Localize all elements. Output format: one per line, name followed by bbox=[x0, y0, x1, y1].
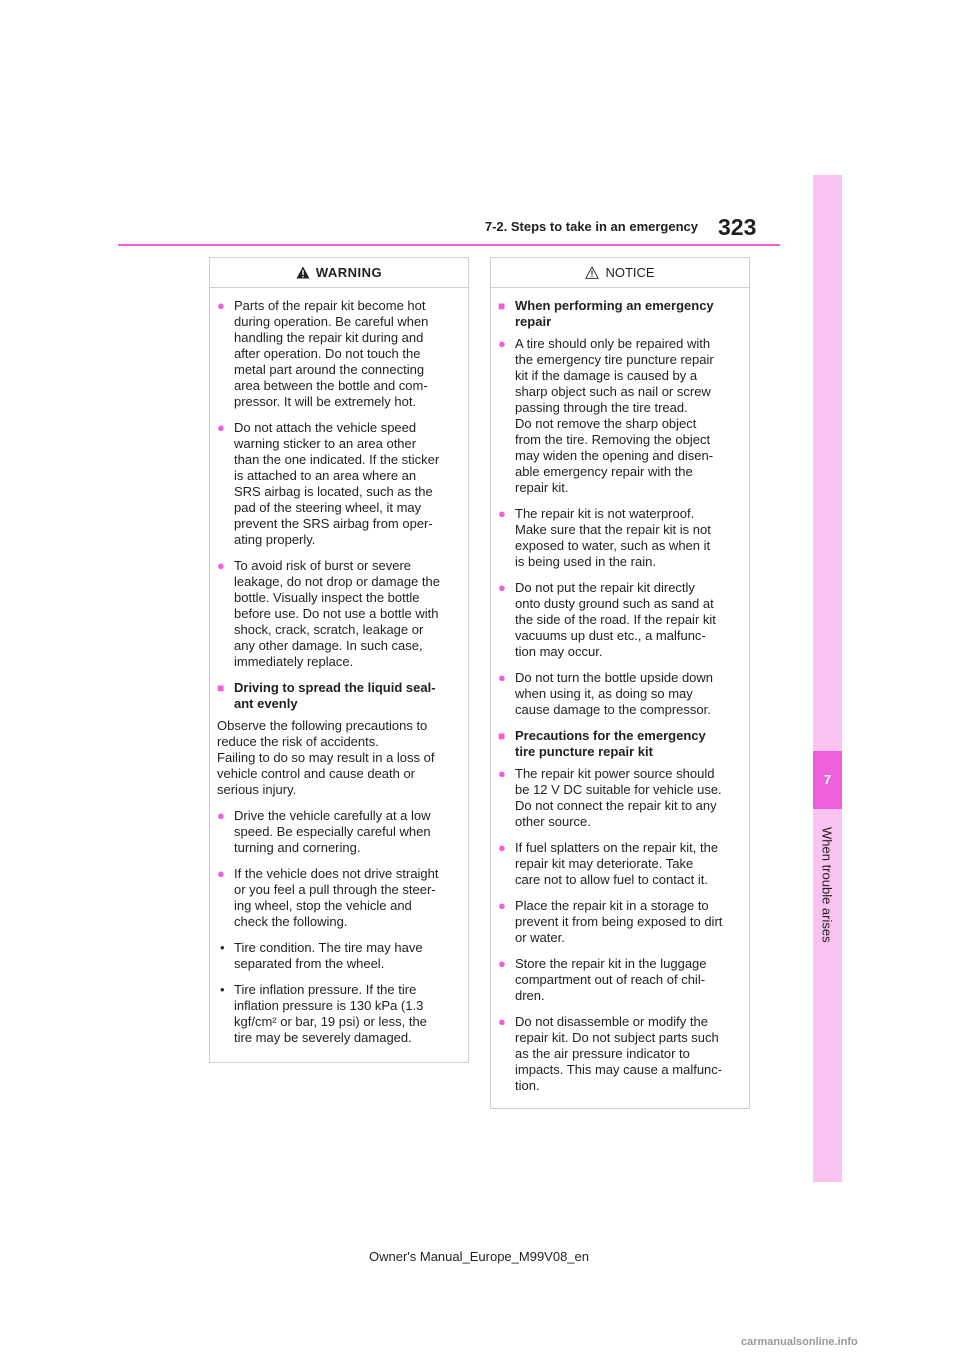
list-item-text: Do not attach the vehicle speed warning sticker to an area other than the one indicated. If the sticker is attached to an area where an SRS airbag is located, such as the pad of the steering wheel, it may prevent the SRS airbag from oper- ating properly. bbox=[234, 420, 440, 547]
circle-bullet-icon: ● bbox=[217, 420, 225, 435]
list-item-text: The repair kit power source should be 12 V DC suitable for vehicle use. Do not connect the repair kit to any other source. bbox=[515, 766, 722, 829]
circle-bullet-icon: ● bbox=[217, 558, 225, 573]
list-item-text: The repair kit is not waterproof. Make sure that the repair kit is not exposed to water, such as when it is being used in the rain. bbox=[515, 506, 711, 569]
subheading bbox=[217, 680, 458, 712]
notice-header bbox=[491, 258, 749, 288]
list-item bbox=[217, 420, 458, 548]
watermark: carmanualsonline.info bbox=[741, 1336, 858, 1348]
list-item bbox=[498, 956, 739, 1004]
circle-bullet-icon: ● bbox=[217, 866, 225, 881]
circle-bullet-icon: ● bbox=[498, 336, 506, 351]
chapter-side-tab[interactable] bbox=[813, 175, 842, 1182]
warning-body bbox=[210, 288, 468, 1046]
warning-triangle-outline-icon bbox=[585, 266, 599, 279]
header-rule bbox=[118, 244, 780, 246]
subheading bbox=[498, 728, 739, 760]
circle-bullet-icon: ● bbox=[498, 1014, 506, 1029]
dot-bullet-icon: • bbox=[220, 982, 225, 997]
subheading-text: Driving to spread the liquid seal- ant evenly bbox=[234, 680, 436, 711]
notice-body bbox=[491, 288, 749, 1094]
notice-box bbox=[490, 257, 750, 1109]
paragraph: Observe the following precautions to reduce the risk of accidents. Failing to do so may result in a loss of vehicle control and cause death or serious injury. bbox=[217, 718, 435, 797]
list-item bbox=[217, 558, 458, 670]
subheading bbox=[498, 298, 739, 330]
list-item bbox=[217, 298, 458, 410]
circle-bullet-icon: ● bbox=[498, 840, 506, 855]
chapter-number: 7 bbox=[823, 772, 832, 787]
sub-list-item-text: Tire inflation pressure. If the tire inflation pressure is 130 kPa (1.3 kgf/cm² or bar, 19 psi) or less, the tire may be severely damaged. bbox=[234, 982, 427, 1045]
circle-bullet-icon: ● bbox=[498, 506, 506, 521]
list-item bbox=[498, 336, 739, 496]
circle-bullet-icon: ● bbox=[498, 898, 506, 913]
list-item bbox=[498, 580, 739, 660]
list-item bbox=[498, 670, 739, 718]
warning-box bbox=[209, 257, 469, 1063]
sub-list-item bbox=[220, 940, 458, 972]
list-item-text: If the vehicle does not drive straight or you feel a pull through the steer- ing wheel, stop the vehicle and check the following. bbox=[234, 866, 439, 929]
list-item-text: Do not turn the bottle upside down when using it, as doing so may cause damage to the compressor. bbox=[515, 670, 714, 717]
section-title: 7-2. Steps to take in an emergency bbox=[484, 219, 698, 234]
list-item-text: Drive the vehicle carefully at a low speed. Be especially careful when turning and cornering. bbox=[234, 808, 431, 855]
subheading-text: When performing an emergency repair bbox=[515, 298, 714, 329]
notice-title: NOTICE bbox=[605, 265, 655, 280]
warning-title: WARNING bbox=[315, 265, 383, 280]
list-item bbox=[498, 898, 739, 946]
sub-list-item-text: Tire condition. The tire may have separated from the wheel. bbox=[234, 940, 423, 971]
square-bullet-icon: ■ bbox=[498, 299, 506, 313]
list-item bbox=[498, 1014, 739, 1094]
circle-bullet-icon: ● bbox=[498, 766, 506, 781]
subheading-text: Precautions for the emergency tire puncture repair kit bbox=[515, 728, 706, 759]
list-item-text: A tire should only be repaired with the emergency tire puncture repair kit if the damage is caused by a sharp object such as nail or screw passing through the tire tread. Do not remove the sharp object from the tire. Removing the object may widen the opening and disen- able emergency repair with the repair kit. bbox=[515, 336, 714, 495]
dot-bullet-icon: • bbox=[220, 940, 225, 955]
list-item-text: Store the repair kit in the luggage compartment out of reach of chil- dren. bbox=[515, 956, 707, 1003]
circle-bullet-icon: ● bbox=[498, 670, 506, 685]
circle-bullet-icon: ● bbox=[217, 808, 225, 823]
square-bullet-icon: ■ bbox=[498, 729, 506, 743]
list-item bbox=[498, 766, 739, 830]
list-item bbox=[498, 840, 739, 888]
list-item bbox=[217, 866, 458, 930]
manual-footer: Owner's Manual_Europe_M99V08_en bbox=[368, 1249, 589, 1264]
warning-triangle-filled-icon bbox=[296, 266, 310, 279]
circle-bullet-icon: ● bbox=[217, 298, 225, 313]
list-item-text: Parts of the repair kit become hot during operation. Be careful when handling the repair kit during and after operation. Do not touch the metal part around the connecting area between the bottle and com- pressor. It will be extremely hot. bbox=[234, 298, 429, 409]
list-item-text: To avoid risk of burst or severe leakage, do not drop or damage the bottle. Visually inspect the bottle before use. Do not use a bottle with shock, crack, scratch, leakage or any other damage. In such case, immediately replace. bbox=[234, 558, 440, 669]
list-item-text: Do not disassemble or modify the repair kit. Do not subject parts such as the air pressure indicator to impacts. This may cause a malfunc- tion. bbox=[515, 1014, 723, 1093]
warning-header bbox=[210, 258, 468, 288]
chapter-number-block bbox=[813, 751, 842, 809]
list-item-text: Do not put the repair kit directly onto dusty ground such as sand at the side of the road. If the repair kit vacuums up dust etc., a malfunc- tion may occur. bbox=[515, 580, 716, 659]
sub-list-item bbox=[220, 982, 458, 1046]
page-number: 323 bbox=[718, 214, 757, 240]
list-item bbox=[498, 506, 739, 570]
list-item-text: Place the repair kit in a storage to prevent it from being exposed to dirt or water. bbox=[515, 898, 723, 945]
list-item-text: If fuel splatters on the repair kit, the repair kit may deteriorate. Take care not to allow fuel to contact it. bbox=[515, 840, 719, 887]
list-item bbox=[217, 808, 458, 856]
square-bullet-icon: ■ bbox=[217, 681, 225, 695]
circle-bullet-icon: ● bbox=[498, 580, 506, 595]
circle-bullet-icon: ● bbox=[498, 956, 506, 971]
chapter-title: When trouble arises bbox=[819, 827, 835, 943]
